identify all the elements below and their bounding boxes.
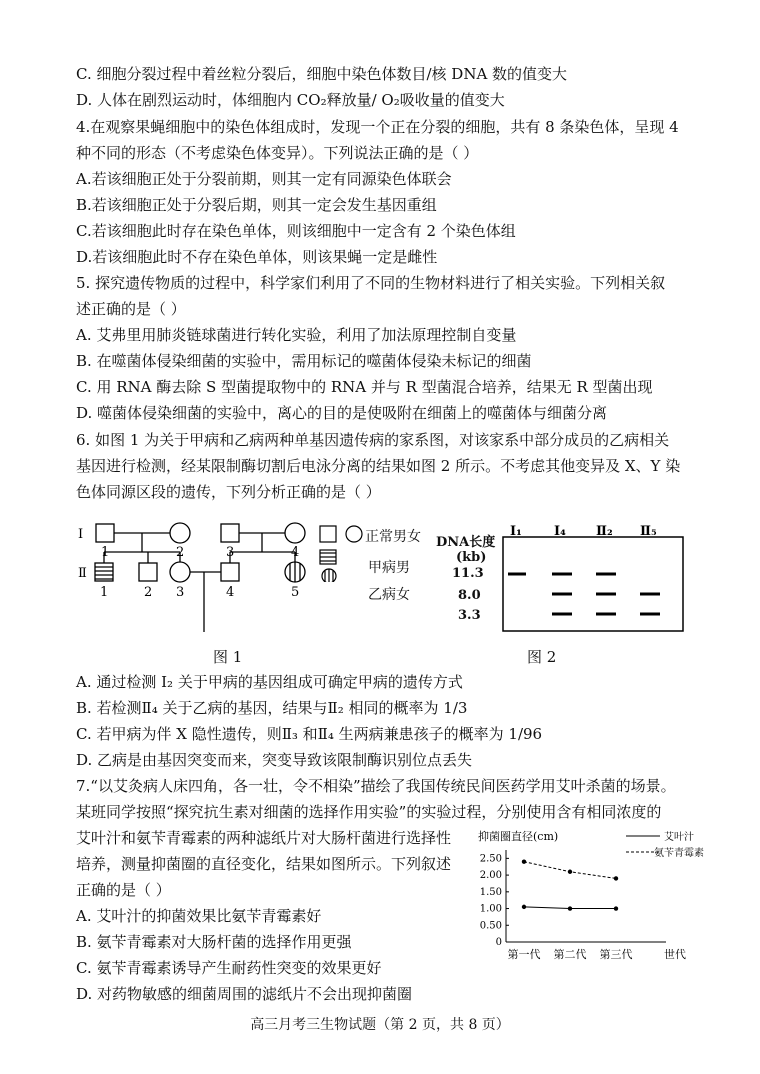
legend-series-1: 氨苄青霉素 [654,848,704,859]
inhibition-zone-chart [476,828,716,966]
data-point [522,905,526,909]
q3-option-c: C. 细胞分裂过程中着丝粒分裂后，细胞中染色体数目/核 DNA 数的值变大 [76,65,568,83]
pedigree-num: 4 [226,585,235,600]
gel-unit: (kb) [456,550,487,565]
pedigree-num: 1 [101,545,110,560]
page-footer: 高三月考三生物试题（第 2 页，共 8 页） [250,1017,510,1033]
q6-stem-2: 基因进行检测，经某限制酶切割后电泳分离的结果如图 2 所示。不考虑其他变异及 X、Y 染 [76,457,681,475]
legend-yi: 乙病女 [368,587,410,603]
data-point [614,906,618,910]
data-point [568,870,572,874]
q5-stem-1: 5. 探究遗传物质的过程中，科学家们利用了不同的生物材料进行了相关实验。下列相关叙 [76,274,666,292]
q5-option-a: A. 艾弗里用肺炎链球菌进行转化实验，利用了加法原理控制自变量 [76,326,517,344]
q5-option-d: D. 噬菌体侵染细菌的实验中，离心的目的是使吸附在细菌上的噬菌体与细菌分离 [76,404,608,422]
q7-option-b: B. 氨苄青霉素对大肠杆菌的选择作用更强 [76,933,352,951]
gel-size: 11.3 [452,566,484,581]
gel-size: 8.0 [458,588,481,603]
q5-option-c: C. 用 RNA 酶去除 S 型菌提取物中的 RNA 并与 R 型菌混合培养，结果无 R 型菌出现 [76,378,653,396]
q6-stem-3: 色体同源区段的遗传，下列分析正确的是（ ） [76,483,381,501]
y-tick-label: 1.50 [479,886,502,898]
lane-label: I₁ [510,524,522,539]
lane-label: Ⅱ₅ [640,524,657,539]
q7-option-c: C. 氨苄青霉素诱导产生耐药性突变的效果更好 [76,959,382,977]
pedigree-II2-male [139,563,157,581]
q4-option-a: A.若该细胞正处于分裂前期，则其一定有同源染色体联会 [76,170,452,188]
q7-option-a: A. 艾叶汁的抑菌效果比氨苄青霉素好 [76,907,322,925]
pedigree-II4-male [221,563,239,581]
q4-stem-1: 4.在观察果蝇细胞中的染色体组成时，发现一个正在分裂的细胞，共有 8 条染色体，呈现 4 [76,118,679,136]
pedigree-num: 2 [144,585,153,600]
data-point [568,906,572,910]
pedigree-I1-male [96,524,114,542]
pedigree-num: 4 [291,545,300,560]
gen-II-label: Ⅱ [78,566,87,581]
q4-option-c: C.若该细胞此时存在染色单体，则该细胞中一定含有 2 个染色体组 [76,222,516,240]
x-tick-label: 第三代 [599,948,633,961]
pedigree-num: 1 [100,585,109,600]
lane-label: I₄ [554,524,566,539]
q6-stem-1: 6. 如图 1 为关于甲病和乙病两种单基因遗传病的家系图，对该家系中部分成员的乙病相关 [76,431,670,449]
q7-stem-5: 正确的是（ ） [76,881,171,899]
legend-series-0: 艾叶汁 [664,832,694,843]
q4-stem-2: 种不同的形态（不考虑染色体变异）。下列说法正确的是（ ） [76,144,479,162]
data-point [614,876,618,880]
y-tick-label: 1.00 [479,903,502,915]
legend-jia: 甲病男 [368,560,410,576]
gen-I-label: Ⅰ [78,527,84,542]
y-tick-label: 0.50 [479,920,502,932]
q6-option-b: B. 若检测Ⅱ₄ 关于乙病的基因，结果与Ⅱ₂ 相同的概率为 1/3 [76,699,468,717]
q3-option-d: D. 人体在剧烈运动时，体细胞内 CO₂释放量/ O₂吸收量的值变大 [76,91,505,109]
pedigree-num: 3 [176,585,185,600]
lane-label: Ⅱ₂ [596,524,613,539]
x-tick-label: 第一代 [507,948,541,961]
legend-normal: 正常男女 [365,529,421,545]
y-tick-label: 0 [495,937,502,948]
q7-stem-1: 7.“以艾灸病人床四角，各一壮，令不相染”描绘了我国传统民间医药学用艾叶杀菌的场景。 [76,777,676,795]
q7-stem-3: 艾叶汁和氨苄青霉素的两种滤纸片对大肠杆菌进行选择性 [76,829,452,847]
q7-stem-4: 培养，测量抑菌圈的直径变化，结果如图所示。下列叙述 [76,855,452,873]
q5-option-b: B. 在噬菌体侵染细菌的实验中，需用标记的噬菌体侵染未标记的细菌 [76,352,532,370]
q7-stem-2: 某班同学按照“探究抗生素对细菌的选择作用实验”的实验过程，分别使用含有相同浓度的 [76,803,662,821]
pedigree-I2-female [170,523,190,543]
q7-option-d: D. 对药物敏感的细菌周围的滤纸片不会出现抑菌圈 [76,985,413,1003]
chart-ylabel: 抑菌圈直径(cm) [478,830,559,843]
gel-size: 3.3 [458,608,481,623]
gel-figure [500,523,686,635]
y-tick-label: 2.50 [479,853,502,865]
chart-xlabel: 世代 [664,948,686,961]
pedigree-II3-female [170,562,190,582]
data-point [522,860,526,864]
pedigree-num: 3 [226,545,235,560]
pedigree-num: 5 [291,585,300,600]
q6-option-a: A. 通过检测 I₂ 关于甲病的基因组成可确定甲病的遗传方式 [76,673,463,691]
q4-option-b: B.若该细胞正处于分裂后期，则其一定会发生基因重组 [76,196,437,214]
y-tick-label: 2.00 [479,870,502,882]
fig2-caption: 图 2 [527,648,557,666]
pedigree-num: 2 [176,545,185,560]
pedigree-II1-male-jia [95,563,113,581]
fig1-caption: 图 1 [213,648,243,666]
pedigree-I3-male [221,524,239,542]
q6-option-d: D. 乙病是由基因突变而来，突变导致该限制酶识别位点丢失 [76,751,473,769]
x-tick-label: 第二代 [553,948,587,961]
q5-stem-2: 述正确的是（ ） [76,300,186,318]
gel-title: DNA长度 [436,535,496,550]
q4-option-d: D.若该细胞此时不存在染色单体，则该果蝇一定是雌性 [76,248,438,266]
q6-option-c: C. 若甲病为伴 X 隐性遗传，则Ⅱ₃ 和Ⅱ₄ 生两病兼患孩子的概率为 1/96 [76,725,543,743]
pedigree-I4-female [285,523,305,543]
